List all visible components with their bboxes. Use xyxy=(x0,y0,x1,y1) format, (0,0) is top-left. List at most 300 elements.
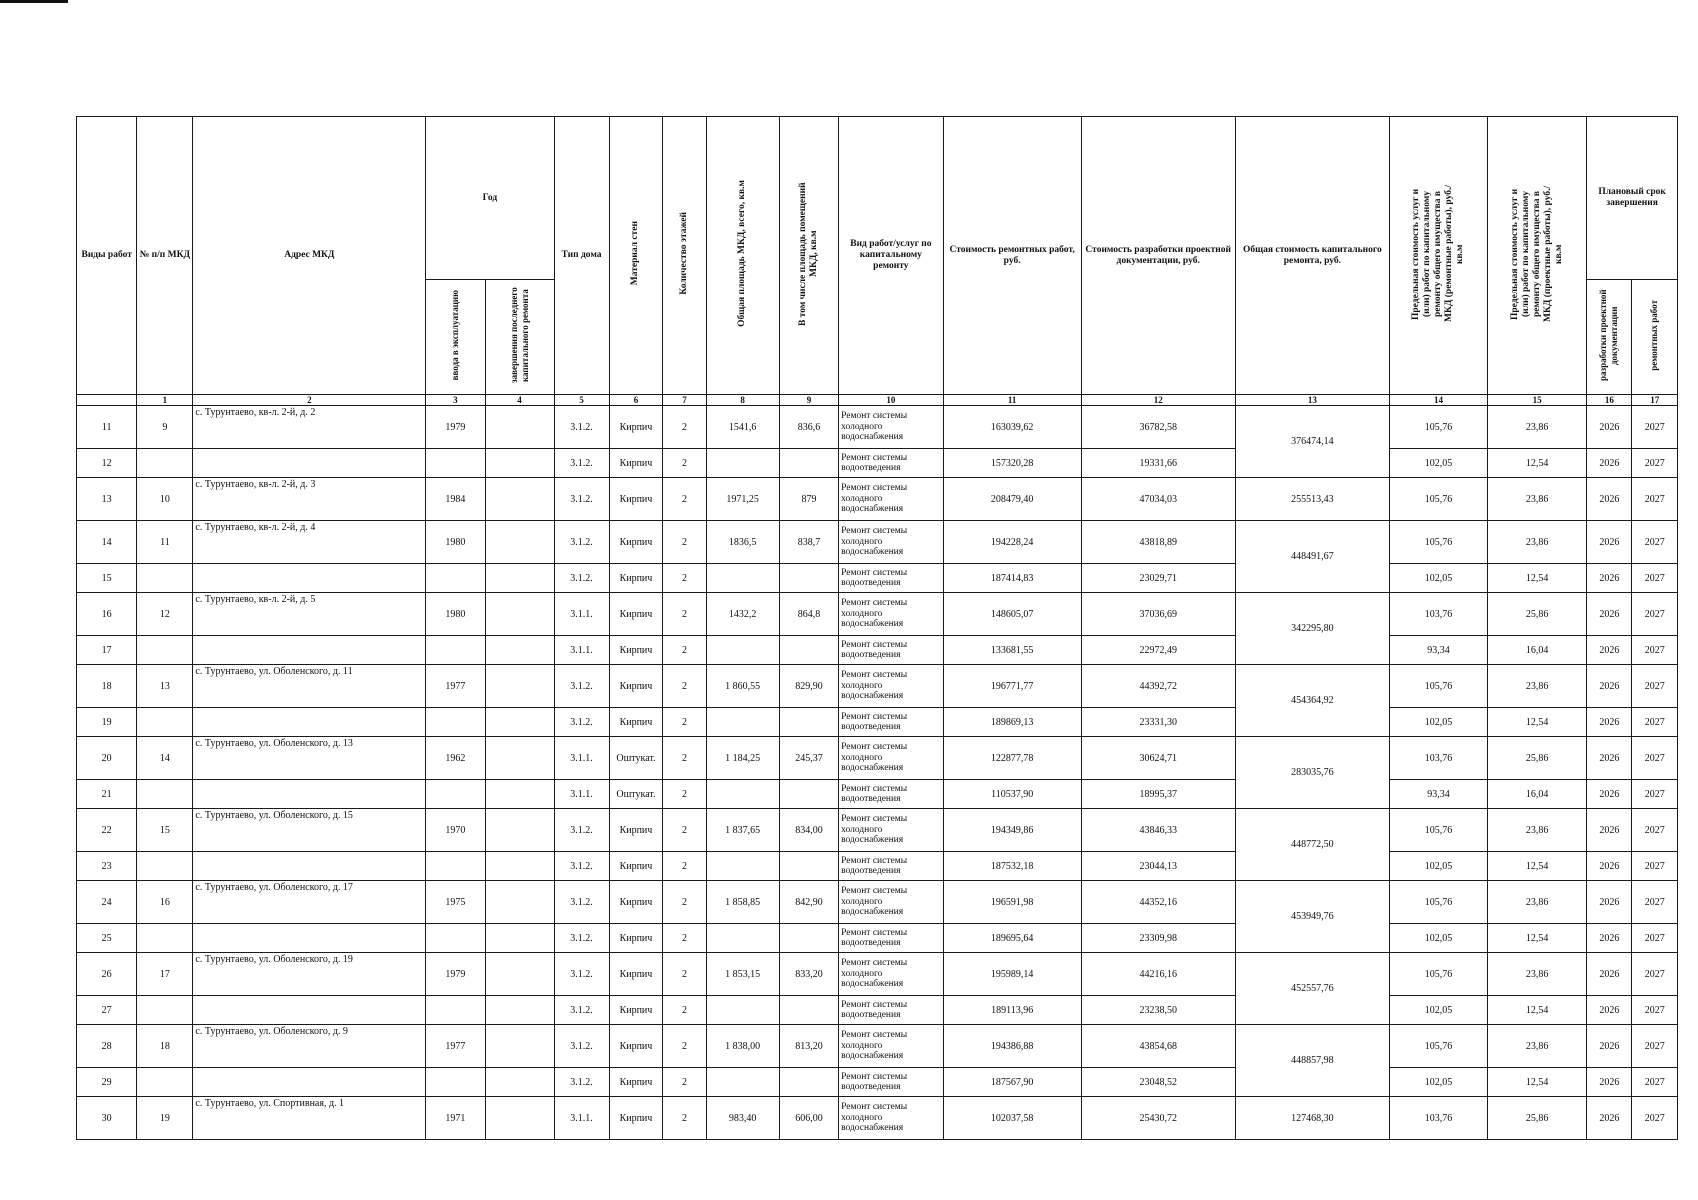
year-repair-cell xyxy=(485,406,554,449)
floors-cell: 2 xyxy=(663,996,706,1025)
design-cost-cell: 44216,16 xyxy=(1081,953,1235,996)
repair-cost-cell: 194386,88 xyxy=(943,1025,1081,1068)
year-repair-cell xyxy=(485,708,554,737)
limit-design-cell: 12,54 xyxy=(1488,708,1587,737)
wall-material-cell: Кирпич xyxy=(609,593,663,636)
limit-repair-cell: 102,05 xyxy=(1389,996,1487,1025)
floors-cell: 2 xyxy=(663,780,706,809)
header-god-vvoda-text: ввода в эксплуатацию xyxy=(449,290,460,381)
address-cell xyxy=(193,780,426,809)
total-cost-cell: 452557,76 xyxy=(1235,953,1389,1025)
work-type-cell: Ремонт системы водоотведения xyxy=(839,636,944,665)
design-cost-cell: 44392,72 xyxy=(1081,665,1235,708)
deadline-repair-cell: 2027 xyxy=(1632,521,1678,564)
year-built-cell: 1984 xyxy=(426,478,485,521)
work-type-cell: Ремонт системы холодного водоснабжения xyxy=(839,406,944,449)
deadline-repair-cell: 2027 xyxy=(1632,1068,1678,1097)
header-pred-proekt-text: Предельная стоимость услуг и (или) работ по капитальному ремонту общего имущества в МКД (проектные работы), руб./кв.м xyxy=(1509,185,1564,322)
design-cost-cell: 44352,16 xyxy=(1081,881,1235,924)
col-number: 14 xyxy=(1389,395,1487,406)
deadline-design-cell: 2026 xyxy=(1587,852,1632,881)
header-god-remont xyxy=(485,280,554,395)
limit-design-cell: 12,54 xyxy=(1488,1068,1587,1097)
header-adres: Адрес МКД xyxy=(193,117,426,395)
limit-repair-cell: 105,76 xyxy=(1389,665,1487,708)
repair-schedule-table xyxy=(76,116,1678,1140)
premises-area-cell: 879 xyxy=(779,478,838,521)
design-cost-cell: 23048,52 xyxy=(1081,1068,1235,1097)
repair-cost-cell: 187414,83 xyxy=(943,564,1081,593)
floors-cell: 2 xyxy=(663,924,706,953)
header-srok-proekt xyxy=(1587,280,1632,395)
col-number: 13 xyxy=(1235,395,1389,406)
limit-design-cell: 23,86 xyxy=(1488,665,1587,708)
address-cell: с. Турунтаево, ул. Оболенского, д. 13 xyxy=(193,737,426,780)
col-number: 9 xyxy=(779,395,838,406)
limit-repair-cell: 102,05 xyxy=(1389,1068,1487,1097)
col-number: 2 xyxy=(193,395,426,406)
table-row xyxy=(77,1068,1678,1097)
work-type-cell: Ремонт системы холодного водоснабжения xyxy=(839,737,944,780)
year-built-cell: 1977 xyxy=(426,1025,485,1068)
design-cost-cell: 47034,03 xyxy=(1081,478,1235,521)
col-number: 11 xyxy=(943,395,1081,406)
total-cost-cell: 448772,50 xyxy=(1235,809,1389,881)
deadline-design-cell: 2026 xyxy=(1587,593,1632,636)
header-srok-proekt-text: разработки проектной документации xyxy=(1598,289,1620,382)
deadline-design-cell: 2026 xyxy=(1587,1068,1632,1097)
house-type-cell: 3.1.2. xyxy=(554,478,609,521)
house-type-cell: 3.1.2. xyxy=(554,449,609,478)
vid-rabot-cell: 18 xyxy=(77,665,137,708)
address-cell xyxy=(193,996,426,1025)
work-type-cell: Ремонт системы водоотведения xyxy=(839,1068,944,1097)
limit-repair-cell: 102,05 xyxy=(1389,449,1487,478)
design-cost-cell: 23309,98 xyxy=(1081,924,1235,953)
deadline-repair-cell: 2027 xyxy=(1632,564,1678,593)
limit-design-cell: 12,54 xyxy=(1488,564,1587,593)
limit-design-cell: 16,04 xyxy=(1488,636,1587,665)
design-cost-cell: 23029,71 xyxy=(1081,564,1235,593)
vid-rabot-cell: 17 xyxy=(77,636,137,665)
floors-cell: 2 xyxy=(663,953,706,996)
wall-material-cell: Кирпич xyxy=(609,852,663,881)
table-row xyxy=(77,881,1678,924)
total-area-cell: 1541,6 xyxy=(706,406,779,449)
year-built-cell: 1979 xyxy=(426,953,485,996)
table-row xyxy=(77,708,1678,737)
year-repair-cell xyxy=(485,593,554,636)
total-area-cell: 1 838,00 xyxy=(706,1025,779,1068)
year-repair-cell xyxy=(485,636,554,665)
work-type-cell: Ремонт системы холодного водоснабжения xyxy=(839,953,944,996)
work-type-cell: Ремонт системы водоотведения xyxy=(839,924,944,953)
floors-cell: 2 xyxy=(663,1068,706,1097)
year-repair-cell xyxy=(485,521,554,564)
total-area-cell: 1 837,65 xyxy=(706,809,779,852)
mkd-number-cell xyxy=(137,996,193,1025)
year-repair-cell xyxy=(485,1025,554,1068)
limit-design-cell: 23,86 xyxy=(1488,881,1587,924)
deadline-design-cell: 2026 xyxy=(1587,924,1632,953)
vid-rabot-cell: 19 xyxy=(77,708,137,737)
limit-repair-cell: 93,34 xyxy=(1389,780,1487,809)
vid-rabot-cell: 14 xyxy=(77,521,137,564)
house-type-cell: 3.1.2. xyxy=(554,406,609,449)
total-cost-cell: 376474,14 xyxy=(1235,406,1389,478)
wall-material-cell: Кирпич xyxy=(609,406,663,449)
header-obshaya: Общая стоимость капитального ремонта, руб. xyxy=(1235,117,1389,395)
limit-repair-cell: 102,05 xyxy=(1389,564,1487,593)
limit-repair-cell: 103,76 xyxy=(1389,737,1487,780)
floors-cell: 2 xyxy=(663,737,706,780)
address-cell xyxy=(193,449,426,478)
mkd-number-cell: 10 xyxy=(137,478,193,521)
house-type-cell: 3.1.2. xyxy=(554,953,609,996)
deadline-design-cell: 2026 xyxy=(1587,665,1632,708)
premises-area-cell: 842,90 xyxy=(779,881,838,924)
design-cost-cell: 30624,71 xyxy=(1081,737,1235,780)
address-cell: с. Турунтаево, кв-л. 2-й, д. 4 xyxy=(193,521,426,564)
deadline-repair-cell: 2027 xyxy=(1632,406,1678,449)
address-cell: с. Турунтаево, кв-л. 2-й, д. 3 xyxy=(193,478,426,521)
year-built-cell: 1970 xyxy=(426,809,485,852)
wall-material-cell: Кирпич xyxy=(609,953,663,996)
deadline-design-cell: 2026 xyxy=(1587,406,1632,449)
work-type-cell: Ремонт системы холодного водоснабжения xyxy=(839,1025,944,1068)
year-built-cell xyxy=(426,636,485,665)
limit-design-cell: 23,86 xyxy=(1488,406,1587,449)
year-built-cell xyxy=(426,449,485,478)
wall-material-cell: Кирпич xyxy=(609,708,663,737)
house-type-cell: 3.1.2. xyxy=(554,881,609,924)
deadline-design-cell: 2026 xyxy=(1587,809,1632,852)
deadline-design-cell: 2026 xyxy=(1587,953,1632,996)
design-cost-cell: 36782,58 xyxy=(1081,406,1235,449)
deadline-repair-cell: 2027 xyxy=(1632,665,1678,708)
total-cost-cell: 342295,80 xyxy=(1235,593,1389,665)
table-row xyxy=(77,593,1678,636)
limit-repair-cell: 105,76 xyxy=(1389,521,1487,564)
table-row xyxy=(77,1097,1678,1140)
floors-cell: 2 xyxy=(663,406,706,449)
limit-repair-cell: 102,05 xyxy=(1389,708,1487,737)
address-cell: с. Турунтаево, ул. Оболенского, д. 19 xyxy=(193,953,426,996)
year-built-cell: 1962 xyxy=(426,737,485,780)
premises-area-cell xyxy=(779,924,838,953)
deadline-design-cell: 2026 xyxy=(1587,708,1632,737)
mkd-number-cell xyxy=(137,708,193,737)
deadline-design-cell: 2026 xyxy=(1587,780,1632,809)
vid-rabot-cell: 20 xyxy=(77,737,137,780)
deadline-design-cell: 2026 xyxy=(1587,636,1632,665)
total-cost-cell: 127468,30 xyxy=(1235,1097,1389,1140)
vid-rabot-cell: 12 xyxy=(77,449,137,478)
repair-cost-cell: 187532,18 xyxy=(943,852,1081,881)
header-tip-doma: Тип дома xyxy=(554,117,609,395)
limit-repair-cell: 102,05 xyxy=(1389,852,1487,881)
repair-cost-cell: 195989,14 xyxy=(943,953,1081,996)
header-vid-uslug: Вид работ/услуг по капитальному ремонту xyxy=(839,117,944,395)
house-type-cell: 3.1.2. xyxy=(554,665,609,708)
header-stoimost-proekt: Стоимость разработки проектной документации, руб. xyxy=(1081,117,1235,395)
limit-design-cell: 23,86 xyxy=(1488,953,1587,996)
header-pred-proekt xyxy=(1488,117,1587,395)
work-type-cell: Ремонт системы водоотведения xyxy=(839,708,944,737)
header-etazhi-text: Количество этажей xyxy=(678,212,689,295)
work-type-cell: Ремонт системы водоотведения xyxy=(839,996,944,1025)
repair-cost-cell: 189113,96 xyxy=(943,996,1081,1025)
deadline-repair-cell: 2027 xyxy=(1632,780,1678,809)
col-number: 17 xyxy=(1632,395,1678,406)
year-repair-cell xyxy=(485,996,554,1025)
header-ploshad-pom xyxy=(779,117,838,395)
table-row xyxy=(77,665,1678,708)
floors-cell: 2 xyxy=(663,449,706,478)
col-number: 15 xyxy=(1488,395,1587,406)
premises-area-cell xyxy=(779,564,838,593)
limit-repair-cell: 93,34 xyxy=(1389,636,1487,665)
limit-repair-cell: 103,76 xyxy=(1389,1097,1487,1140)
mkd-number-cell: 11 xyxy=(137,521,193,564)
deadline-design-cell: 2026 xyxy=(1587,478,1632,521)
vid-rabot-cell: 13 xyxy=(77,478,137,521)
col-number: 3 xyxy=(426,395,485,406)
floors-cell: 2 xyxy=(663,881,706,924)
col-number: 16 xyxy=(1587,395,1632,406)
work-type-cell: Ремонт системы холодного водоснабжения xyxy=(839,881,944,924)
year-built-cell xyxy=(426,924,485,953)
limit-design-cell: 23,86 xyxy=(1488,809,1587,852)
deadline-design-cell: 2026 xyxy=(1587,1025,1632,1068)
year-repair-cell xyxy=(485,953,554,996)
repair-cost-cell: 102037,58 xyxy=(943,1097,1081,1140)
floors-cell: 2 xyxy=(663,708,706,737)
repair-cost-cell: 196591,98 xyxy=(943,881,1081,924)
premises-area-cell xyxy=(779,780,838,809)
total-area-cell xyxy=(706,924,779,953)
total-area-cell xyxy=(706,852,779,881)
premises-area-cell: 838,7 xyxy=(779,521,838,564)
limit-design-cell: 12,54 xyxy=(1488,996,1587,1025)
header-ploshad-pom-text: В том числе площадь помещений МКД, кв.м xyxy=(797,181,819,326)
deadline-repair-cell: 2027 xyxy=(1632,881,1678,924)
header-material xyxy=(609,117,663,395)
repair-cost-cell: 163039,62 xyxy=(943,406,1081,449)
limit-repair-cell: 105,76 xyxy=(1389,809,1487,852)
house-type-cell: 3.1.2. xyxy=(554,708,609,737)
year-repair-cell xyxy=(485,665,554,708)
mkd-number-cell: 17 xyxy=(137,953,193,996)
table-row xyxy=(77,1025,1678,1068)
header-srok: Плановый срок завершения xyxy=(1587,117,1678,280)
year-repair-cell xyxy=(485,780,554,809)
total-area-cell xyxy=(706,449,779,478)
total-area-cell xyxy=(706,996,779,1025)
mkd-number-cell xyxy=(137,449,193,478)
deadline-repair-cell: 2027 xyxy=(1632,996,1678,1025)
total-cost-cell: 255513,43 xyxy=(1235,478,1389,521)
year-repair-cell xyxy=(485,478,554,521)
premises-area-cell xyxy=(779,852,838,881)
mkd-number-cell xyxy=(137,852,193,881)
house-type-cell: 3.1.1. xyxy=(554,737,609,780)
col-number: 8 xyxy=(706,395,779,406)
house-type-cell: 3.1.1. xyxy=(554,780,609,809)
repair-cost-cell: 194349,86 xyxy=(943,809,1081,852)
vid-rabot-cell: 15 xyxy=(77,564,137,593)
wall-material-cell: Оштукат. xyxy=(609,780,663,809)
house-type-cell: 3.1.1. xyxy=(554,593,609,636)
mkd-number-cell: 15 xyxy=(137,809,193,852)
year-built-cell xyxy=(426,780,485,809)
vid-rabot-cell: 30 xyxy=(77,1097,137,1140)
deadline-design-cell: 2026 xyxy=(1587,1097,1632,1140)
limit-design-cell: 12,54 xyxy=(1488,852,1587,881)
work-type-cell: Ремонт системы холодного водоснабжения xyxy=(839,809,944,852)
address-cell: с. Турунтаево, ул. Оболенского, д. 11 xyxy=(193,665,426,708)
address-cell: с. Турунтаево, ул. Оболенского, д. 15 xyxy=(193,809,426,852)
table-row xyxy=(77,996,1678,1025)
mkd-number-cell: 14 xyxy=(137,737,193,780)
work-type-cell: Ремонт системы холодного водоснабжения xyxy=(839,478,944,521)
premises-area-cell xyxy=(779,708,838,737)
address-cell: с. Турунтаево, кв-л. 2-й, д. 5 xyxy=(193,593,426,636)
deadline-repair-cell: 2027 xyxy=(1632,708,1678,737)
table-row xyxy=(77,780,1678,809)
deadline-design-cell: 2026 xyxy=(1587,521,1632,564)
total-area-cell: 1 860,55 xyxy=(706,665,779,708)
limit-design-cell: 23,86 xyxy=(1488,1025,1587,1068)
design-cost-cell: 43846,33 xyxy=(1081,809,1235,852)
deadline-repair-cell: 2027 xyxy=(1632,809,1678,852)
house-type-cell: 3.1.2. xyxy=(554,852,609,881)
address-cell xyxy=(193,924,426,953)
col-number: 1 xyxy=(137,395,193,406)
header-vid-rabot: Виды работ xyxy=(77,117,137,395)
limit-repair-cell: 105,76 xyxy=(1389,881,1487,924)
wall-material-cell: Кирпич xyxy=(609,478,663,521)
floors-cell: 2 xyxy=(663,665,706,708)
header-ploshad xyxy=(706,117,779,395)
wall-material-cell: Оштукат. xyxy=(609,737,663,780)
year-built-cell: 1980 xyxy=(426,521,485,564)
limit-design-cell: 23,86 xyxy=(1488,521,1587,564)
table-body xyxy=(77,406,1678,1140)
deadline-design-cell: 2026 xyxy=(1587,564,1632,593)
limit-design-cell: 25,86 xyxy=(1488,1097,1587,1140)
wall-material-cell: Кирпич xyxy=(609,809,663,852)
work-type-cell: Ремонт системы холодного водоснабжения xyxy=(839,593,944,636)
premises-area-cell: 606,00 xyxy=(779,1097,838,1140)
table-row xyxy=(77,521,1678,564)
total-cost-cell: 283035,76 xyxy=(1235,737,1389,809)
year-built-cell: 1979 xyxy=(426,406,485,449)
total-area-cell: 983,40 xyxy=(706,1097,779,1140)
table-row xyxy=(77,564,1678,593)
year-repair-cell xyxy=(485,564,554,593)
repair-cost-cell: 110537,90 xyxy=(943,780,1081,809)
design-cost-cell: 18995,37 xyxy=(1081,780,1235,809)
limit-design-cell: 16,04 xyxy=(1488,780,1587,809)
total-area-cell xyxy=(706,636,779,665)
repair-cost-cell: 122877,78 xyxy=(943,737,1081,780)
premises-area-cell xyxy=(779,996,838,1025)
header-god-vvoda xyxy=(426,280,485,395)
vid-rabot-cell: 16 xyxy=(77,593,137,636)
deadline-repair-cell: 2027 xyxy=(1632,593,1678,636)
total-area-cell xyxy=(706,708,779,737)
mkd-number-cell xyxy=(137,780,193,809)
mkd-number-cell xyxy=(137,1068,193,1097)
design-cost-cell: 19331,66 xyxy=(1081,449,1235,478)
wall-material-cell: Кирпич xyxy=(609,924,663,953)
design-cost-cell: 37036,69 xyxy=(1081,593,1235,636)
repair-schedule-sheet xyxy=(76,116,1678,1140)
floors-cell: 2 xyxy=(663,564,706,593)
mkd-number-cell xyxy=(137,564,193,593)
wall-material-cell: Кирпич xyxy=(609,564,663,593)
mkd-number-cell: 12 xyxy=(137,593,193,636)
house-type-cell: 3.1.2. xyxy=(554,1025,609,1068)
col-number-blank xyxy=(77,395,137,406)
header-nn-mkd: № п/п МКД xyxy=(137,117,193,395)
house-type-cell: 3.1.2. xyxy=(554,1068,609,1097)
address-cell xyxy=(193,852,426,881)
total-cost-cell: 453949,76 xyxy=(1235,881,1389,953)
header-srok-rem-text: ремонтных работ xyxy=(1649,300,1660,371)
deadline-repair-cell: 2027 xyxy=(1632,852,1678,881)
total-area-cell xyxy=(706,564,779,593)
premises-area-cell xyxy=(779,449,838,478)
premises-area-cell xyxy=(779,1068,838,1097)
house-type-cell: 3.1.2. xyxy=(554,924,609,953)
table-row xyxy=(77,636,1678,665)
table-row xyxy=(77,478,1678,521)
floors-cell: 2 xyxy=(663,521,706,564)
limit-repair-cell: 103,76 xyxy=(1389,593,1487,636)
address-cell: с. Турунтаево, ул. Оболенского, д. 9 xyxy=(193,1025,426,1068)
total-area-cell: 1432,2 xyxy=(706,593,779,636)
premises-area-cell: 833,20 xyxy=(779,953,838,996)
deadline-repair-cell: 2027 xyxy=(1632,1025,1678,1068)
limit-design-cell: 12,54 xyxy=(1488,924,1587,953)
header-ploshad-text: Общая площадь МКД, всего, кв.м xyxy=(737,180,748,327)
repair-cost-cell: 196771,77 xyxy=(943,665,1081,708)
premises-area-cell: 836,6 xyxy=(779,406,838,449)
address-cell: с. Турунтаево, ул. Оболенского, д. 17 xyxy=(193,881,426,924)
design-cost-cell: 23331,30 xyxy=(1081,708,1235,737)
vid-rabot-cell: 29 xyxy=(77,1068,137,1097)
design-cost-cell: 22972,49 xyxy=(1081,636,1235,665)
vid-rabot-cell: 28 xyxy=(77,1025,137,1068)
wall-material-cell: Кирпич xyxy=(609,636,663,665)
address-cell: с. Турунтаево, кв-л. 2-й, д. 2 xyxy=(193,406,426,449)
header-god-remont-text: завершения последнего капитального ремонта xyxy=(508,287,530,384)
limit-repair-cell: 102,05 xyxy=(1389,924,1487,953)
limit-repair-cell: 105,76 xyxy=(1389,406,1487,449)
mkd-number-cell xyxy=(137,924,193,953)
total-area-cell: 1 184,25 xyxy=(706,737,779,780)
limit-repair-cell: 105,76 xyxy=(1389,478,1487,521)
year-repair-cell xyxy=(485,449,554,478)
table-row xyxy=(77,406,1678,449)
year-built-cell: 1977 xyxy=(426,665,485,708)
col-number: 10 xyxy=(839,395,944,406)
floors-cell: 2 xyxy=(663,478,706,521)
house-type-cell: 3.1.2. xyxy=(554,809,609,852)
year-built-cell xyxy=(426,564,485,593)
